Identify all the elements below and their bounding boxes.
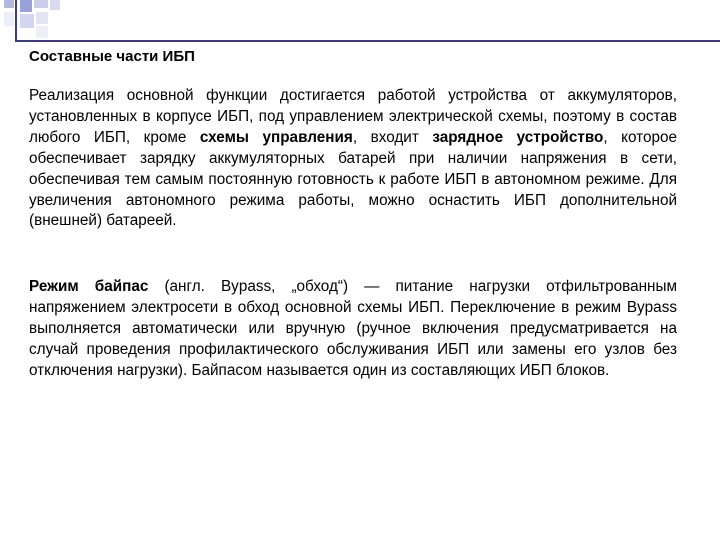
decor-square	[4, 12, 14, 26]
paragraph-text: (англ. Bypass, „обход“) — питание нагрузки отфильтрованным напряжением электросети в обход основной схемы ИБП. Переключение в режим Bypass выполняется автоматически или вручную (ручное включения предусматривается на случай проведения профилактического обслуживания ИБП или замены его узлов без отключения нагрузки). Байпасом называется один из составляющих ИБП блоков.	[29, 278, 677, 379]
bold-term-charger: зарядное устройство	[432, 128, 604, 146]
decor-square	[50, 0, 60, 10]
decor-square	[36, 26, 48, 38]
paragraph-bypass	[29, 277, 677, 382]
decor-square	[20, 0, 32, 12]
decor-square	[20, 14, 34, 28]
paragraph-text: , которое обеспечивает зарядку аккумуляторных батарей при наличии напряжения в сети, обеспечивая тем самым постоянную готовность к работе ИБП в автономном режиме. Для увеличения автономного режима работы, можно оснастить ИБП дополнительной (внешней) батареей.	[29, 128, 678, 230]
decor-square	[34, 0, 48, 8]
paragraph-text: Реализация основной функции достигается работой устройства от аккумуляторов, установленных в корпусе ИБП, под управлением электрической схемы, поэтому в состав любого ИБП, кроме	[29, 87, 677, 146]
accent-horizontal-line	[15, 40, 720, 42]
bold-term-control-circuit: схемы управления	[199, 128, 353, 146]
decor-square	[36, 12, 48, 24]
decorative-header	[0, 0, 720, 40]
accent-vertical-line	[15, 0, 17, 42]
paragraph-text: , входит	[352, 128, 433, 146]
paragraph-main-function	[29, 86, 677, 232]
bold-term-bypass: Режим байпас	[29, 278, 149, 295]
slide-title: Составные части ИБП	[29, 48, 195, 65]
decor-square	[4, 0, 14, 8]
